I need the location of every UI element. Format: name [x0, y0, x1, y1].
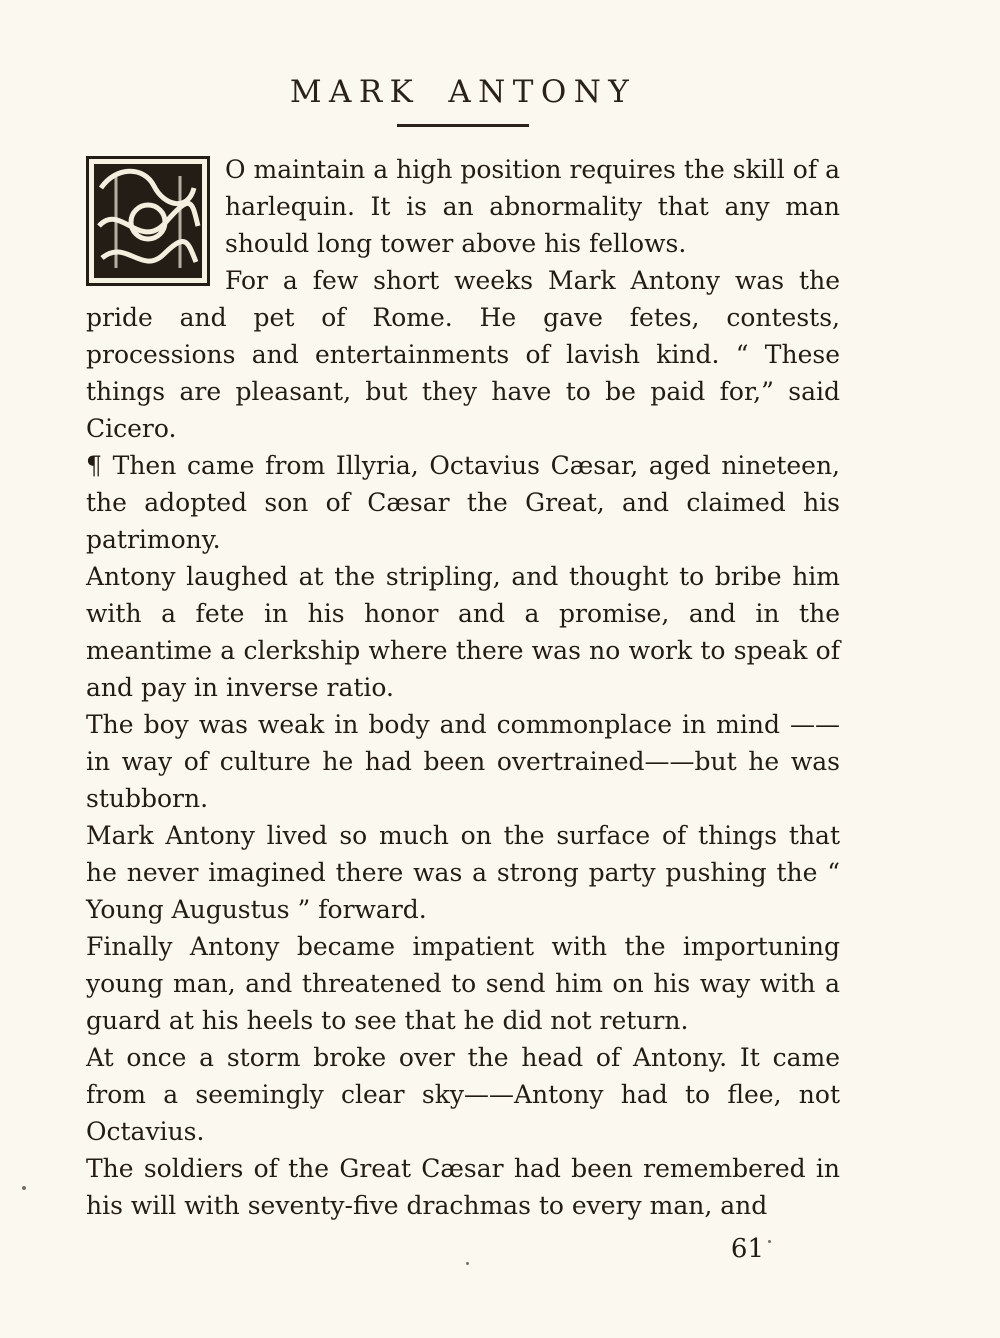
paragraph: The soldiers of the Great Cæsar had been remembered in his will with seventy-five drachmas to every man, and: [86, 1154, 840, 1220]
scan-speck: [466, 1262, 469, 1265]
scan-speck: [22, 1186, 26, 1190]
opening-paragraph: [86, 151, 840, 447]
page-number: 61: [730, 1234, 764, 1264]
paragraph: Finally Antony became impatient with the importuning young man, and threatened to send him on his way with a guard at his heels to see that he did not return.: [86, 932, 840, 1035]
paragraph: Antony laughed at the stripling, and thought to bribe him with a fete in his honor and a promise, and in the meantime a clerkship where there was no work to speak of and pay in inverse ratio.: [86, 562, 840, 702]
page-title: MARK ANTONY: [289, 74, 637, 110]
paragraph: The boy was weak in body and commonplace in mind ——in way of culture he had been overtrained——but he was stubborn.: [86, 710, 840, 813]
paragraph: ¶ Then came from Illyria, Octavius Cæsar, aged nineteen, the adopted son of Cæsar the Great, and claimed his patrimony.: [86, 451, 840, 554]
paragraph: At once a storm broke over the head of Antony. It came from a seemingly clear sky——Antony had to flee, not Octavius.: [86, 1043, 840, 1146]
drop-cap-initial-icon: [86, 156, 210, 286]
paragraph: O maintain a high position requires the skill of a harlequin. It is an abnormality that any man should long tower above his fellows.: [225, 155, 840, 258]
paragraph: For a few short weeks Mark Antony was the pride and pet of Rome. He gave fetes, contests, processions and entertainments of lavish kind. “ These things are pleasant, but they have to be paid for,” said Cicero.: [86, 266, 840, 443]
paragraph: Mark Antony lived so much on the surface of things that he never imagined there was a strong party pushing the “ Young Augustus ” forward.: [86, 821, 840, 924]
scan-speck: [768, 1240, 771, 1243]
body-text: [86, 151, 840, 1224]
title-rule: [397, 124, 529, 127]
